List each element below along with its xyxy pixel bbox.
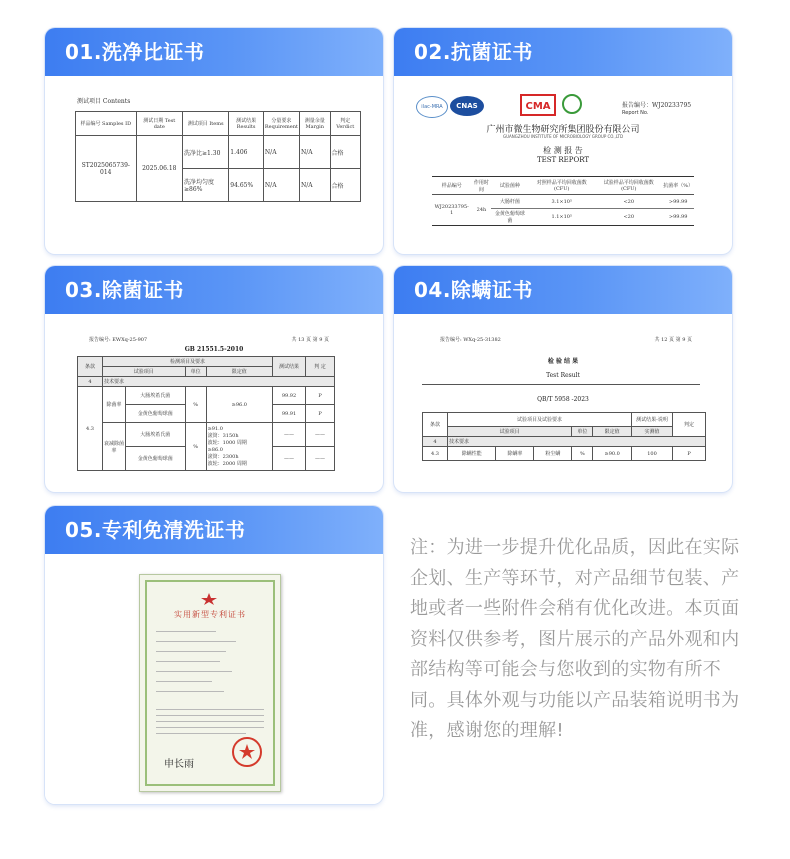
text-line: [156, 661, 220, 662]
table-cell: 1.406: [229, 136, 264, 169]
unit: %: [185, 387, 206, 423]
test-items-caption: 测试项目 Contents: [77, 98, 131, 105]
col-header: 试验样品平均回收菌数(CFU): [595, 177, 662, 195]
table-cell: P: [306, 405, 335, 423]
certificate-image: [412, 90, 714, 242]
col-header: 测试结果: [273, 357, 306, 377]
table-cell: 大肠杆菌: [491, 195, 528, 209]
col-header: 对照样品平均回收菌数(CFU): [528, 177, 595, 195]
clause-number: 4.3: [78, 387, 103, 471]
table-cell: 金黄色葡萄球菌: [126, 447, 186, 471]
col-header: 判 定: [306, 357, 335, 377]
table-cell: N/A: [299, 169, 330, 202]
card-antibacterial-certificate: [394, 28, 732, 254]
divider: [422, 384, 700, 385]
table-cell: >99.99: [668, 214, 688, 220]
official-seal-icon: [232, 737, 262, 767]
col-header: 检测项目及要求: [103, 357, 273, 367]
table-cell: 合格: [330, 169, 361, 202]
card-cleaning-ratio-certificate: [45, 28, 383, 254]
col-header: 测试项目 Items: [183, 112, 229, 136]
card-title: 01.洗净比证书: [45, 28, 383, 76]
result-title: 检 验 结 果: [547, 358, 579, 365]
sample-id: ST2025065739-014: [76, 136, 137, 202]
sample-id: WJ20233795-1: [434, 204, 469, 216]
patent-certificate-paper: [139, 574, 281, 792]
card-title: 05.专利免清洗证书: [45, 506, 383, 554]
col-header: 限定值: [593, 427, 632, 437]
table-cell: 大肠埃希氏菌: [126, 387, 186, 405]
col-header: 单位: [572, 427, 593, 437]
col-header: 限定值: [206, 367, 272, 377]
cleaning-test-table: [75, 111, 361, 202]
card-mite-removal-certificate: [394, 266, 732, 492]
table-cell: %: [572, 447, 593, 461]
section-label: 技术要求: [448, 437, 706, 447]
national-emblem-icon: [200, 591, 218, 605]
company-name-en: GUANGZHOU INSTITUTE OF MICROBIOLOGY GROUP CO.,LTD: [502, 134, 624, 139]
table-cell: 99.91: [273, 405, 306, 423]
table-cell: 大肠埃希氏菌: [126, 423, 186, 447]
report-title: 检 测 报 告: [543, 146, 583, 155]
col-header: 条款: [78, 357, 103, 377]
standard-code: GB 21551.5-2010: [184, 346, 244, 353]
page-number: 共 13 页 第 9 页: [291, 337, 329, 343]
text-line: [156, 681, 212, 682]
card-sterilization-certificate: [45, 266, 383, 492]
card-title: 03.除菌证书: [45, 266, 383, 314]
text-line: [156, 733, 246, 734]
table-cell: ——: [273, 447, 306, 471]
cnas-logo: CNAS: [450, 96, 484, 116]
report-number: 报告编号: WXq-25-31382: [440, 337, 501, 343]
table-cell: <20: [595, 195, 662, 209]
section-number: 4: [423, 437, 448, 447]
text-line: [156, 727, 264, 728]
table-cell: ——: [306, 423, 335, 447]
table-cell: 粉尘螨: [534, 447, 572, 461]
table-cell: 3.1×10⁵: [528, 195, 595, 209]
col-header: 样品编号: [432, 177, 471, 195]
table-cell: 99.92: [273, 387, 306, 405]
signature-image: 申长雨: [164, 759, 194, 770]
table-cell: 100: [632, 447, 673, 461]
sterilization-table: [77, 356, 335, 471]
disclaimer-note: 注：为进一步提升优化品质，因此在实际企划、生产等环节，对产品细节包装、产地或者一些附件会稍有优化改进。本页面资料仅供参考，图片展示的产品外观和内部结构等可能会与您收到的实物有所不同。具体外观与功能以产品装箱说明书为准，感谢您的理解!: [410, 537, 740, 741]
section-number: 4: [78, 377, 103, 387]
col-header: 测试日期 Test date: [136, 112, 183, 136]
group-label: 衰减除菌率: [103, 423, 126, 471]
table-cell: 洗净均匀度≥86%: [183, 169, 229, 202]
col-header: 分量要求 Requirement: [263, 112, 299, 136]
cnas-seal-icon: [562, 94, 582, 114]
limit: ≥96.0: [206, 387, 272, 423]
table-cell: ——: [306, 447, 335, 471]
table-cell: ≥90.0: [593, 447, 632, 461]
col-header: 试验项目及试验要求: [448, 413, 632, 427]
text-line: [156, 721, 264, 722]
col-header: 试验项目: [448, 427, 572, 437]
table-cell: <20: [623, 214, 635, 220]
limit: ≥91.0 滚筒：3150h 波轮：1000 周期 ≥86.0 滚筒：2300h 波轮：2000 周期: [206, 423, 272, 471]
table-cell: >99.99: [662, 195, 694, 209]
table-cell: N/A: [263, 169, 299, 202]
certificate-image: [63, 326, 365, 484]
test-date: 2025.06.18: [136, 136, 183, 202]
cma-logo: CMA: [520, 94, 556, 116]
certificate-image: [412, 326, 714, 484]
result-title-en: Test Result: [546, 372, 580, 379]
col-header: 作用时间: [471, 177, 491, 195]
table-cell: P: [673, 447, 706, 461]
table-cell: 除螨率: [496, 447, 534, 461]
section-label: 技术要求: [103, 377, 335, 387]
col-header: 实测值: [632, 427, 673, 437]
text-line: [156, 671, 232, 672]
col-header: 测量余量 Margin: [299, 112, 330, 136]
ilac-mra-logo: ilac-MRA: [416, 96, 448, 118]
unit: %: [185, 423, 206, 471]
table-cell: 4.3: [423, 447, 448, 461]
col-header: 单位: [185, 367, 206, 377]
text-line: [156, 715, 264, 716]
text-line: [156, 631, 216, 632]
col-header: 样品编号 Samples ID: [76, 112, 137, 136]
certificate-image: [45, 560, 383, 804]
certificate-image: [63, 88, 365, 240]
report-title-en: TEST REPORT: [536, 156, 590, 164]
card-title: 02.抗菌证书: [394, 28, 732, 76]
table-cell: 合格: [330, 136, 361, 169]
table-cell: ——: [273, 423, 306, 447]
text-line: [156, 709, 264, 710]
col-header: 判定 Verdict: [330, 112, 361, 136]
col-header: 抗菌率（%）: [662, 177, 694, 195]
text-line: [156, 641, 236, 642]
col-header: 判定: [673, 413, 706, 437]
certificate-title: 实用新型专利证书: [174, 610, 246, 619]
card-patent-certificate: [45, 506, 383, 804]
table-cell: 94.65%: [229, 169, 264, 202]
table-cell: 除螨性能: [448, 447, 496, 461]
text-line: [156, 651, 226, 652]
table-cell: 1.1×10⁵: [551, 214, 572, 220]
table-cell: 洗净比≥1.30: [183, 136, 229, 169]
action-time: 24h: [476, 207, 487, 213]
table-cell: N/A: [263, 136, 299, 169]
antibacterial-table: [432, 176, 694, 226]
table-cell: 金黄色葡萄球菌: [494, 211, 525, 224]
group-label: 除菌率: [103, 387, 126, 423]
standard-code: QB/T 5958 -2023: [537, 396, 589, 403]
col-header: 试验项目: [103, 367, 186, 377]
report-number-en: Report No.: [622, 110, 649, 116]
table-cell: 金黄色葡萄球菌: [126, 405, 186, 423]
col-header: 测试结果-说明: [632, 413, 673, 427]
table-cell: N/A: [299, 136, 330, 169]
company-name: 广州市微生物研究所集团股份有限公司: [486, 125, 640, 135]
card-title: 04.除螨证书: [394, 266, 732, 314]
report-number: 报告编号：WJ20233795: [622, 102, 692, 109]
col-header: 条款: [423, 413, 448, 437]
mite-removal-table: [422, 412, 706, 461]
table-cell: P: [306, 387, 335, 405]
text-line: [156, 691, 224, 692]
col-header: 测试结果 Results: [229, 112, 264, 136]
report-number: 报告编号: EWXq-25-907: [89, 337, 148, 343]
page-number: 共 12 页 第 9 页: [654, 337, 692, 343]
col-header: 试验菌种: [491, 177, 528, 195]
